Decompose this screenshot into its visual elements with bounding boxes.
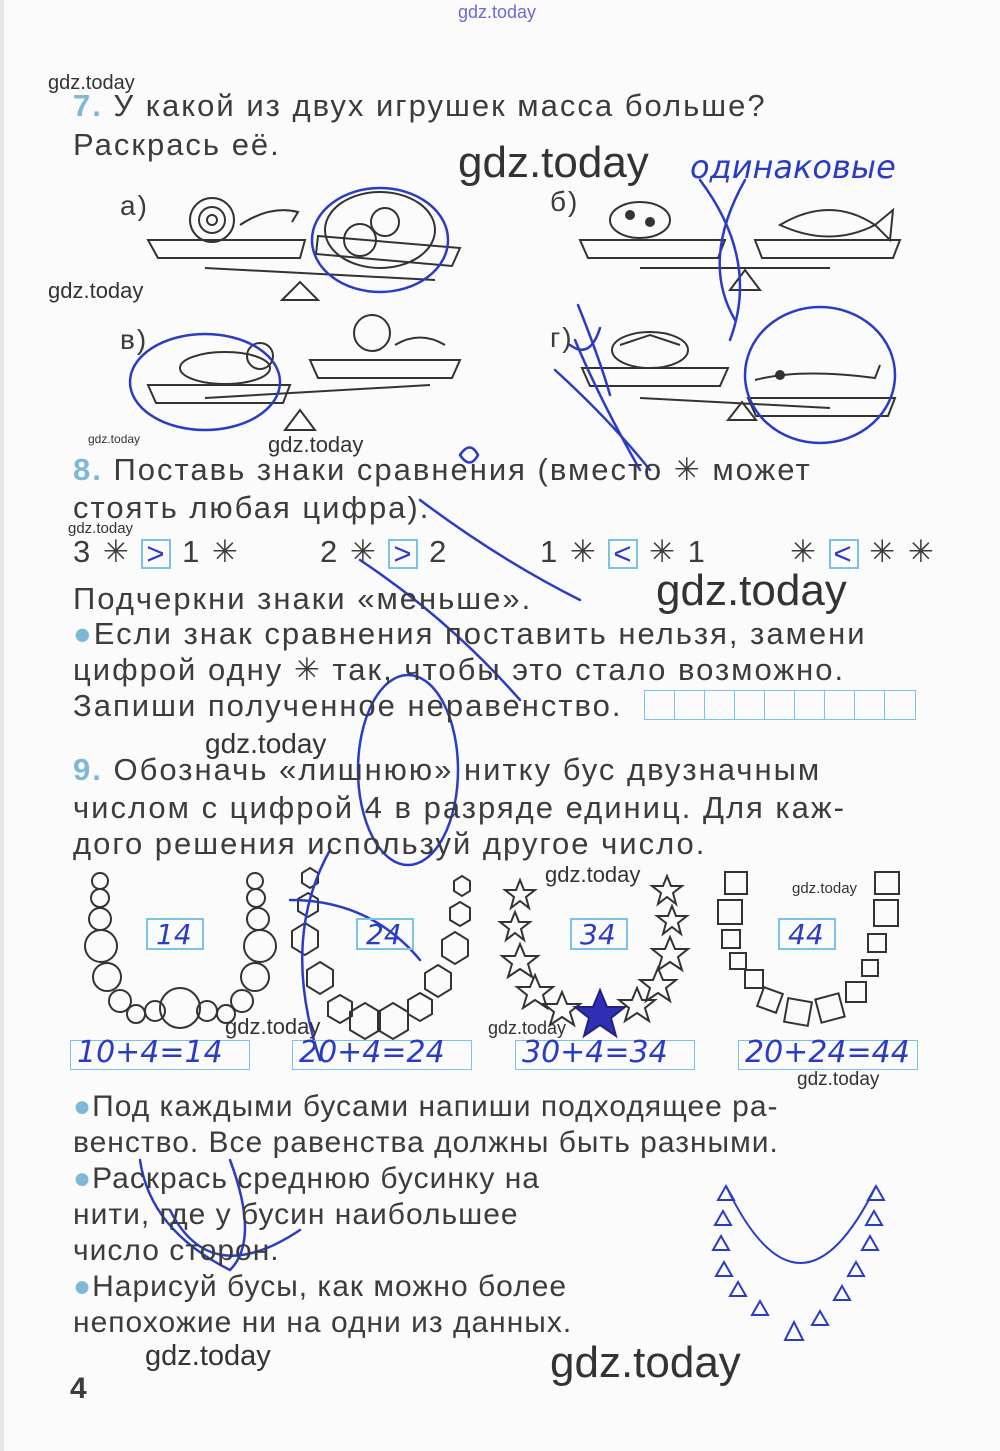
watermark: gdz.today [225, 1014, 321, 1039]
task9-bullet2-line3: число сторон. [73, 1234, 280, 1267]
comparison-4 [790, 534, 936, 570]
comparison-2 [320, 534, 448, 570]
task9-bullet1-line1: ●Под каждыми бусами напиши подходящее ра- [73, 1090, 779, 1123]
comparison-3-left: 1 ✳ [540, 534, 598, 569]
comparison-1-right: 1 ✳ [182, 534, 240, 569]
task9-line3: дого решения используй другое число. [73, 826, 707, 861]
task8-instruction: Поставь знаки сравнения (вместо ✳ может [113, 452, 812, 487]
comparison-3-box[interactable] [608, 535, 638, 571]
task9-instruction: Обозначь «лишнюю» нитку бус двузначным [113, 752, 822, 787]
comparison-3 [540, 534, 707, 570]
task9-bullet2-text1: Раскрась среднюю бусинку на [92, 1162, 540, 1195]
watermark-top: gdz.today [458, 2, 537, 22]
label-g: г) [550, 322, 574, 353]
comparison-2-box[interactable] [388, 535, 418, 571]
scale-v-illustration [148, 315, 460, 430]
task9-line1 [73, 752, 821, 788]
watermark: gdz.today [88, 432, 141, 446]
task9-bullet2-line2: нити, где у бусин наибольшее [73, 1198, 519, 1231]
bead-number-2: 24 [366, 918, 402, 951]
task9-number: 9. [73, 752, 103, 787]
equality-grid-3[interactable] [515, 1035, 695, 1070]
comparison-4-box[interactable] [829, 535, 859, 571]
watermark: gdz.today [68, 520, 134, 537]
comparison-3-right: ✳ 1 [649, 534, 707, 569]
comparison-1-box[interactable] [141, 535, 171, 571]
watermark: gdz.today [458, 138, 649, 187]
comparison-2-left: 2 ✳ [320, 534, 378, 569]
watermark: gdz.today [268, 432, 364, 457]
task7-question: У какой из двух игрушек масса больше? [113, 88, 767, 123]
equality-grid-4[interactable] [738, 1035, 918, 1070]
task7-number: 7. [73, 88, 103, 123]
task8-underline-instruction: Подчеркни знаки «меньше». [73, 581, 533, 616]
bead-number-box-2[interactable] [356, 918, 414, 950]
equality-4: 20+24=44 [745, 1035, 910, 1070]
label-a: а) [120, 190, 149, 221]
equality-3: 30+4=34 [522, 1035, 668, 1070]
inequality-answer-grid[interactable] [644, 690, 916, 720]
watermark: gdz.today [48, 72, 135, 94]
watermark: gdz.today [797, 1069, 880, 1090]
scale-a-illustration [148, 192, 460, 300]
task9-bullet1-text1: Под каждыми бусами напиши подходящее ра- [92, 1090, 779, 1123]
watermark: gdz.today [48, 278, 144, 303]
task8-bullet-line3: Запиши полученное неравенство. [73, 688, 623, 723]
comparison-1-sign: > [146, 535, 167, 571]
task9-bullet3-line1: ●Нарисуй бусы, как можно более [73, 1270, 568, 1303]
comparison-4-sign: < [833, 535, 854, 571]
comparison-2-right: 2 [429, 534, 449, 569]
watermark: gdz.today [205, 728, 327, 759]
watermark: gdz.today [545, 862, 641, 887]
beads-stars [500, 876, 688, 1036]
task8-bullet-line2: цифрой одну ✳ так, чтобы это стало возможно. [73, 652, 846, 687]
comparison-4-left: ✳ [790, 534, 818, 569]
task9-line2: числом с цифрой 4 в разряде единиц. Для каж- [73, 790, 846, 825]
bead-number-box-4[interactable] [778, 918, 836, 950]
task7-line2: Раскрась её. [73, 127, 281, 162]
task9-bullet3-text1: Нарисуй бусы, как можно более [92, 1270, 568, 1303]
task9-bullet3-line2: непохожие ни на одни из данных. [73, 1306, 573, 1339]
page-number: 4 [70, 1372, 89, 1405]
bead-number-3: 34 [580, 918, 616, 951]
comparison-1 [73, 534, 240, 570]
watermark: gdz.today [792, 880, 858, 897]
watermark: gdz.today [488, 1018, 567, 1038]
watermark: gdz.today [145, 1340, 271, 1372]
task8-line1 [73, 452, 812, 488]
comparison-2-sign: > [393, 535, 414, 571]
task8-line2: стоять любая цифра). [73, 490, 431, 525]
label-b: б) [550, 186, 580, 217]
comparison-4-right: ✳ ✳ [869, 534, 936, 569]
comparison-3-sign: < [613, 535, 634, 571]
equality-grid-1[interactable] [70, 1035, 250, 1070]
bead-number-1: 14 [156, 918, 192, 951]
equality-2: 20+4=24 [299, 1035, 445, 1070]
bead-number-box-3[interactable] [570, 918, 628, 950]
watermark: gdz.today [656, 566, 847, 615]
equality-1: 10+4=14 [77, 1035, 223, 1070]
bead-number-4: 44 [788, 918, 824, 951]
task9-bullet2-line1: ●Раскрась среднюю бусинку на [73, 1162, 540, 1195]
scale-g-illustration [582, 332, 895, 420]
task7-line1 [73, 88, 767, 124]
drawn-necklace [713, 1186, 884, 1340]
label-v: в) [120, 324, 149, 355]
equality-grid-2[interactable] [292, 1035, 472, 1070]
comparison-1-left: 3 ✳ [73, 534, 131, 569]
task8-bullet-line1: ●Если знак сравнения поставить нельзя, замени [73, 616, 867, 651]
task9-bullet1-line2: венство. Все равенства должны быть разными. [73, 1126, 779, 1159]
watermark: gdz.today [550, 1338, 741, 1387]
bead-number-box-1[interactable] [146, 918, 204, 950]
task8-bullet-text1: Если знак сравнения поставить нельзя, замени [93, 616, 867, 651]
handwritten-answer-equal: одинаковые [690, 148, 896, 186]
task8-number: 8. [73, 452, 103, 487]
